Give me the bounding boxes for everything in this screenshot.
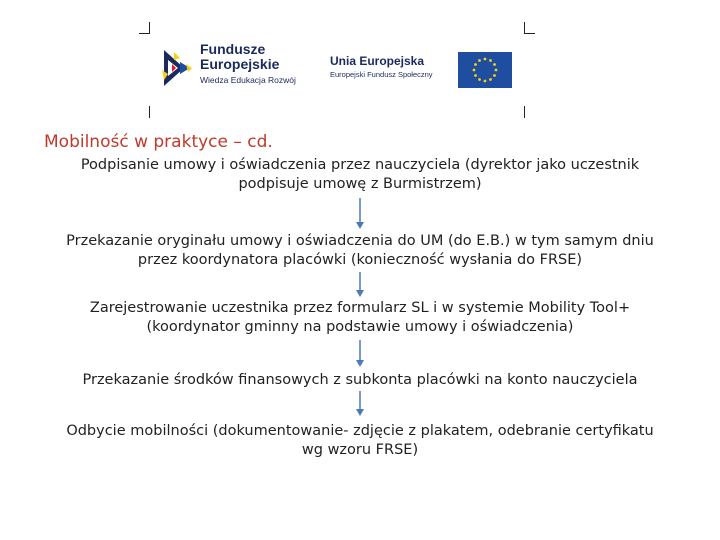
arrow-down-icon: [354, 391, 366, 417]
step-2-line2: przez koordynatora placówki (konieczność wysłania do FRSE): [137, 252, 583, 268]
slide-title: Mobilność w praktyce – cd.: [44, 132, 273, 152]
crop-mark-bottom-left-v: [149, 106, 150, 118]
crop-mark-top-right-h: [524, 33, 535, 34]
arrow-down-icon: [354, 198, 366, 230]
fundusze-europejskie-logo: [160, 42, 300, 94]
step-4-line1: Przekazanie środków finansowych z subkonta placówki na konto nauczyciela: [82, 372, 638, 388]
eu-flag-icon: [458, 52, 512, 88]
step-5-line1: Odbycie mobilności (dokumentowanie- zdjęcie z plakatem, odebranie certyfikatu: [66, 423, 654, 439]
unia-europejska-logo: [330, 50, 520, 94]
fe-logo-line1: Fundusze: [200, 41, 266, 57]
step-3: [40, 299, 680, 337]
step-3-line1: Zarejestrowanie uczestnika przez formularz SL i w systemie Mobility Tool+: [89, 300, 631, 316]
arrow-down-icon: [354, 340, 366, 368]
step-4: [40, 371, 680, 390]
ue-logo-line2: Europejski Fundusz Społeczny: [330, 70, 433, 79]
ue-logo-line1: Unia Europejska: [330, 54, 425, 68]
crop-mark-bottom-right-v: [524, 106, 525, 118]
fundusze-europejskie-emblem-icon: [160, 44, 196, 92]
step-1-line1: Podpisanie umowy i oświadczenia przez nauczyciela (dyrektor jako uczestnik: [80, 157, 640, 173]
fe-logo-tagline: Wiedza Edukacja Rozwój: [200, 75, 296, 85]
step-5: [40, 422, 680, 460]
step-1-line2: podpisuje umowę z Burmistrzem): [238, 176, 482, 192]
step-2: [40, 232, 680, 270]
step-1: [40, 156, 680, 194]
step-2-line1: Przekazanie oryginału umowy i oświadczenia do UM (do E.B.) w tym samym dniu: [66, 233, 654, 249]
step-5-line2: wg wzoru FRSE): [301, 442, 419, 458]
arrow-down-icon: [354, 272, 366, 298]
step-3-line2: (koordynator gminny na podstawie umowy i oświadczenia): [146, 319, 574, 335]
crop-mark-top-left-h: [139, 33, 150, 34]
fe-logo-line2: Europejskie: [200, 56, 280, 72]
